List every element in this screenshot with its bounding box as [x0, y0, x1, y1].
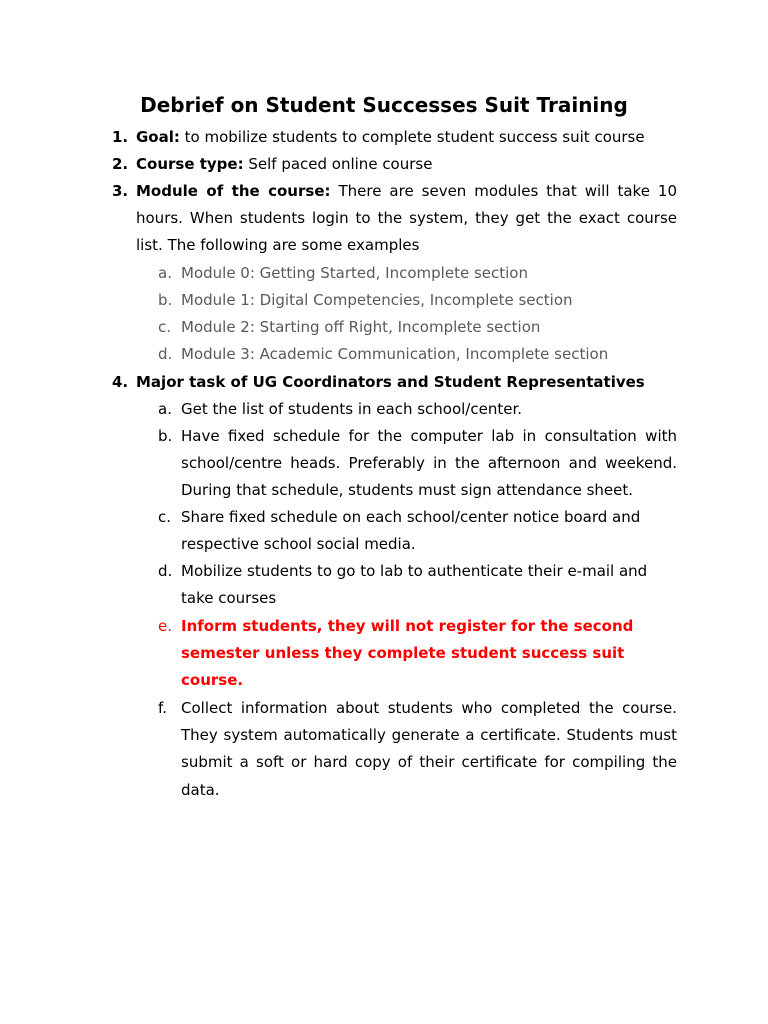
- task-item: Collect information about students who completed the course. They system automatically generate a certificate. Students must submit a soft or hard copy of their certificate for compiling the data.: [181, 699, 677, 799]
- item-number: 3.: [112, 182, 129, 200]
- item-text: Self paced online course: [243, 155, 433, 173]
- item-label: Module of the course:: [136, 182, 331, 200]
- sub-letter: c.: [158, 508, 172, 526]
- module-item: Module 0: Getting Started, Incomplete section: [181, 264, 528, 282]
- list-item-course-type: [136, 151, 677, 178]
- sub-letter: a.: [158, 264, 172, 282]
- task-item: Mobilize students to go to lab to authenticate their e-mail and take courses: [181, 562, 648, 608]
- item-line: Module of the course: There are seven modules that will take 10: [136, 182, 678, 200]
- module-item: Module 3: Academic Communication, Incomplete section: [181, 345, 609, 363]
- list-item-major-task: Major task of UG Coordinators and Student Representatives: [136, 373, 645, 391]
- sub-letter: f.: [158, 699, 167, 717]
- task-item: Share fixed schedule on each school/center notice board and respective school social media.: [181, 508, 641, 554]
- item-number: 4.: [112, 373, 129, 391]
- item-number: 1.: [112, 128, 129, 146]
- module-item: Module 1: Digital Competencies, Incomplete section: [181, 291, 573, 309]
- sub-letter: d.: [158, 562, 173, 580]
- sub-letter: b.: [158, 427, 173, 445]
- list-item-modules: [136, 178, 677, 260]
- item-text: to mobilize students to complete student success suit course: [179, 128, 645, 146]
- list-item-goal: [136, 124, 677, 151]
- sub-letter: c.: [158, 318, 172, 336]
- item-number: 2.: [112, 155, 129, 173]
- item-label: Course type:: [136, 155, 244, 173]
- page-title: Debrief on Student Successes Suit Training: [140, 93, 628, 117]
- task-item: Have fixed schedule for the computer lab in consultation with school/centre heads. Preferably in the afternoon and weekend. During that schedule, students must sign attendance sheet.: [181, 427, 677, 500]
- module-item: Module 2: Starting off Right, Incomplete section: [181, 318, 541, 336]
- task-item: Get the list of students in each school/center.: [181, 400, 523, 418]
- item-line: hours. When students login to the system, they get the exact course: [136, 209, 677, 228]
- sub-letter: a.: [158, 400, 172, 418]
- item-label: Goal:: [136, 128, 180, 146]
- sub-letter: d.: [158, 345, 173, 363]
- sub-letter: e.: [158, 617, 172, 635]
- item-line: list. The following are some examples: [136, 236, 420, 255]
- sub-letter: b.: [158, 291, 173, 309]
- task-item-warning: Inform students, they will not register for the second semester unless they complete student success suit course.: [181, 617, 634, 690]
